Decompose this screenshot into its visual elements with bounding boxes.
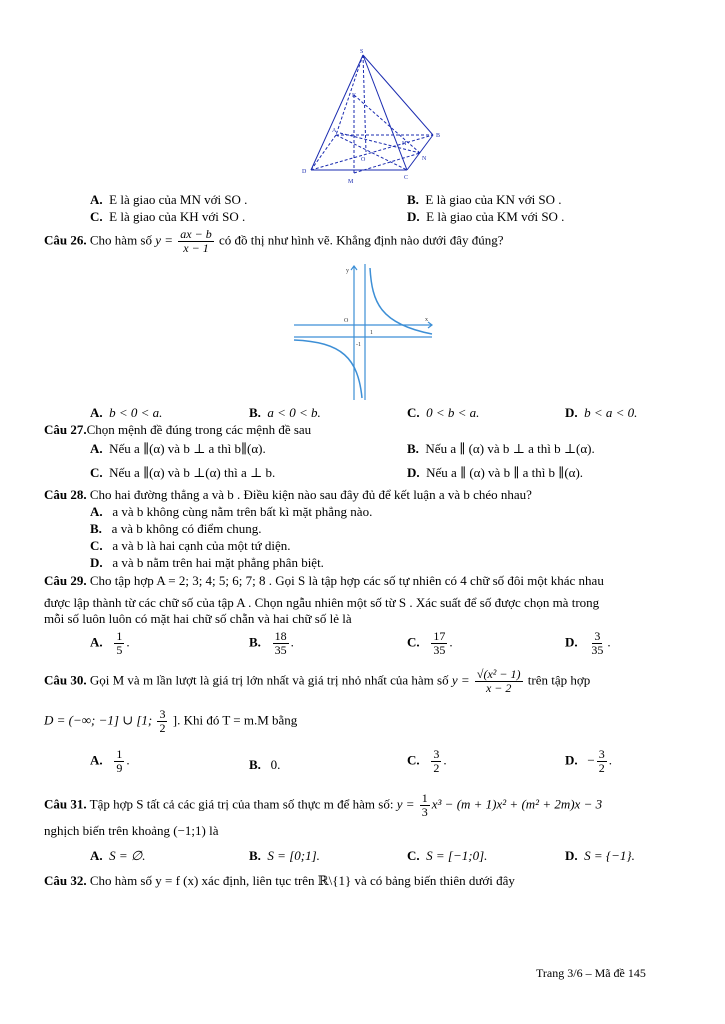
q27-option-b: B. Nếu a ∥ (α) và b ⊥ a thì b ⊥(α). bbox=[407, 441, 595, 456]
label-A: A bbox=[332, 128, 337, 134]
hyperbola-graph bbox=[292, 262, 437, 402]
q26-option-a: A. b < 0 < a. bbox=[90, 405, 163, 420]
q29-option-c: C. $\frac{17}{35}$ . bbox=[407, 629, 453, 657]
q25-option-a: A. E là giao của MN với SO . bbox=[90, 192, 248, 207]
q27-option-d: D. Nếu a ∥ (α) và b ∥ a thì b ∥(α). bbox=[407, 465, 584, 480]
q26-option-c: C. 0 < b < a. bbox=[407, 405, 480, 420]
label-S: S bbox=[360, 49, 364, 55]
label-K: K bbox=[352, 93, 357, 99]
q25-option-c: C. E là giao của KH với SO . bbox=[90, 209, 246, 224]
q29-question-line1: Câu 29. Cho tập hợp A = 2; 3; 4; 5; 6; 7; 8 . Gọi S là tập hợp các số tự nhiên có 4 chữ số đôi một khác nhau bbox=[44, 573, 604, 588]
q29-question-line2: được lập thành từ các chữ số của tập A . Chọn ngẫu nhiên một số từ S . Xác suất để số được chọn mà trong bbox=[44, 595, 600, 610]
q25-option-d: D. E là giao của KM với SO . bbox=[407, 209, 565, 224]
q30-option-a: A. $\frac{1}{9}$ . bbox=[90, 747, 130, 775]
q29-option-a: A. $\frac{1}{5}$ . bbox=[90, 629, 130, 657]
label-B: B bbox=[436, 133, 441, 139]
q28-option-b: B. a và b không có điểm chung. bbox=[90, 521, 262, 536]
q31-option-a: A. S = ∅. bbox=[90, 848, 146, 863]
q29-option-b: B. $\frac{18}{35}$ . bbox=[249, 629, 294, 657]
q30-domain: D = (−∞; −1] ∪ [1; $\frac{3}{2}$ ]. Khi đó T = m.M bằng bbox=[44, 707, 298, 735]
q31-option-d: D. S = {−1}. bbox=[565, 848, 635, 863]
q26-option-d: D. b < a < 0. bbox=[565, 405, 638, 420]
q28-option-d: D. a và b nằm trên hai mặt phẳng phân biệt. bbox=[90, 555, 324, 570]
q27-option-a: A. Nếu a ∥(α) và b ⊥ a thì b∥(α). bbox=[90, 441, 266, 456]
page-footer: Trang 3/6 – Mã đề 145 bbox=[536, 966, 646, 980]
pyramid-figure bbox=[290, 45, 450, 190]
label-H: H bbox=[402, 141, 407, 147]
q31-option-b: B. S = [0;1]. bbox=[249, 848, 320, 863]
label-N: N bbox=[422, 156, 427, 162]
q29-question-line3: mỗi số luôn luôn có mặt hai chữ số chẵn và hai chữ số lẻ là bbox=[44, 611, 352, 626]
q30-question: Câu 30. Gọi M và m lần lượt là giá trị lớn nhất và giá trị nhỏ nhất của hàm số y = $\frac{\text{√(x² − 1)}}{x - 2}$ trên tập hợp bbox=[44, 667, 591, 695]
graph-neg-one-label: -1 bbox=[356, 342, 361, 348]
q26-option-b: B. a < 0 < b. bbox=[249, 405, 321, 420]
q30-option-c: C. $\frac{3}{2}$ . bbox=[407, 747, 447, 775]
q25-option-b: B. E là giao của KN với SO . bbox=[407, 192, 562, 207]
q30-option-b: B. 0. bbox=[249, 757, 281, 772]
q32-question: Câu 32. Cho hàm số y = f (x) xác định, liên tục trên ℝ\{1} và có bảng biến thiên dưới đây bbox=[44, 873, 515, 888]
q27-question: Câu 27.Chọn mệnh đề đúng trong các mệnh đề sau bbox=[44, 422, 312, 437]
label-D: D bbox=[302, 169, 307, 175]
q30-option-d: D. − $\frac{3}{2}$ . bbox=[565, 747, 612, 775]
graph-one-label: 1 bbox=[370, 330, 373, 336]
graph-y-label: y bbox=[346, 268, 349, 274]
graph-o-label: O bbox=[344, 318, 349, 324]
q31-question-line2: nghịch biến trên khoảng (−1;1) là bbox=[44, 823, 219, 838]
q28-option-c: C. a và b là hai cạnh của một tứ diện. bbox=[90, 538, 291, 553]
label-C: C bbox=[404, 175, 409, 181]
q27-option-c: C. Nếu a ∥(α) và b ⊥(α) thì a ⊥ b. bbox=[90, 465, 276, 480]
q31-option-c: C. S = [−1;0]. bbox=[407, 848, 488, 863]
q28-option-a: A. a và b không cùng nằm trên bất kì mặt phẳng nào. bbox=[90, 504, 373, 519]
q26-question: Câu 26. Cho hàm số y = $\frac{ax - b}{x - 1}$ có đồ thị như hình vẽ. Khẳng định nào dưới đây đúng? bbox=[44, 227, 504, 255]
label-O: O bbox=[361, 157, 366, 163]
label-M: M bbox=[348, 179, 354, 185]
q28-question: Câu 28. Cho hai đường thẳng a và b . Điều kiện nào sau đây đủ để kết luận a và b chéo nhau? bbox=[44, 487, 532, 502]
graph-x-label: x bbox=[425, 317, 428, 323]
q31-question: Câu 31. Tập hợp S tất cả các giá trị của tham số thực m để hàm số: y = $\frac{1}{3}$ x³ − (m + 1)x² + (m² + 2m)x − 3 bbox=[44, 791, 603, 819]
q29-option-d: D. $\frac{3}{35}$ . bbox=[565, 629, 611, 657]
